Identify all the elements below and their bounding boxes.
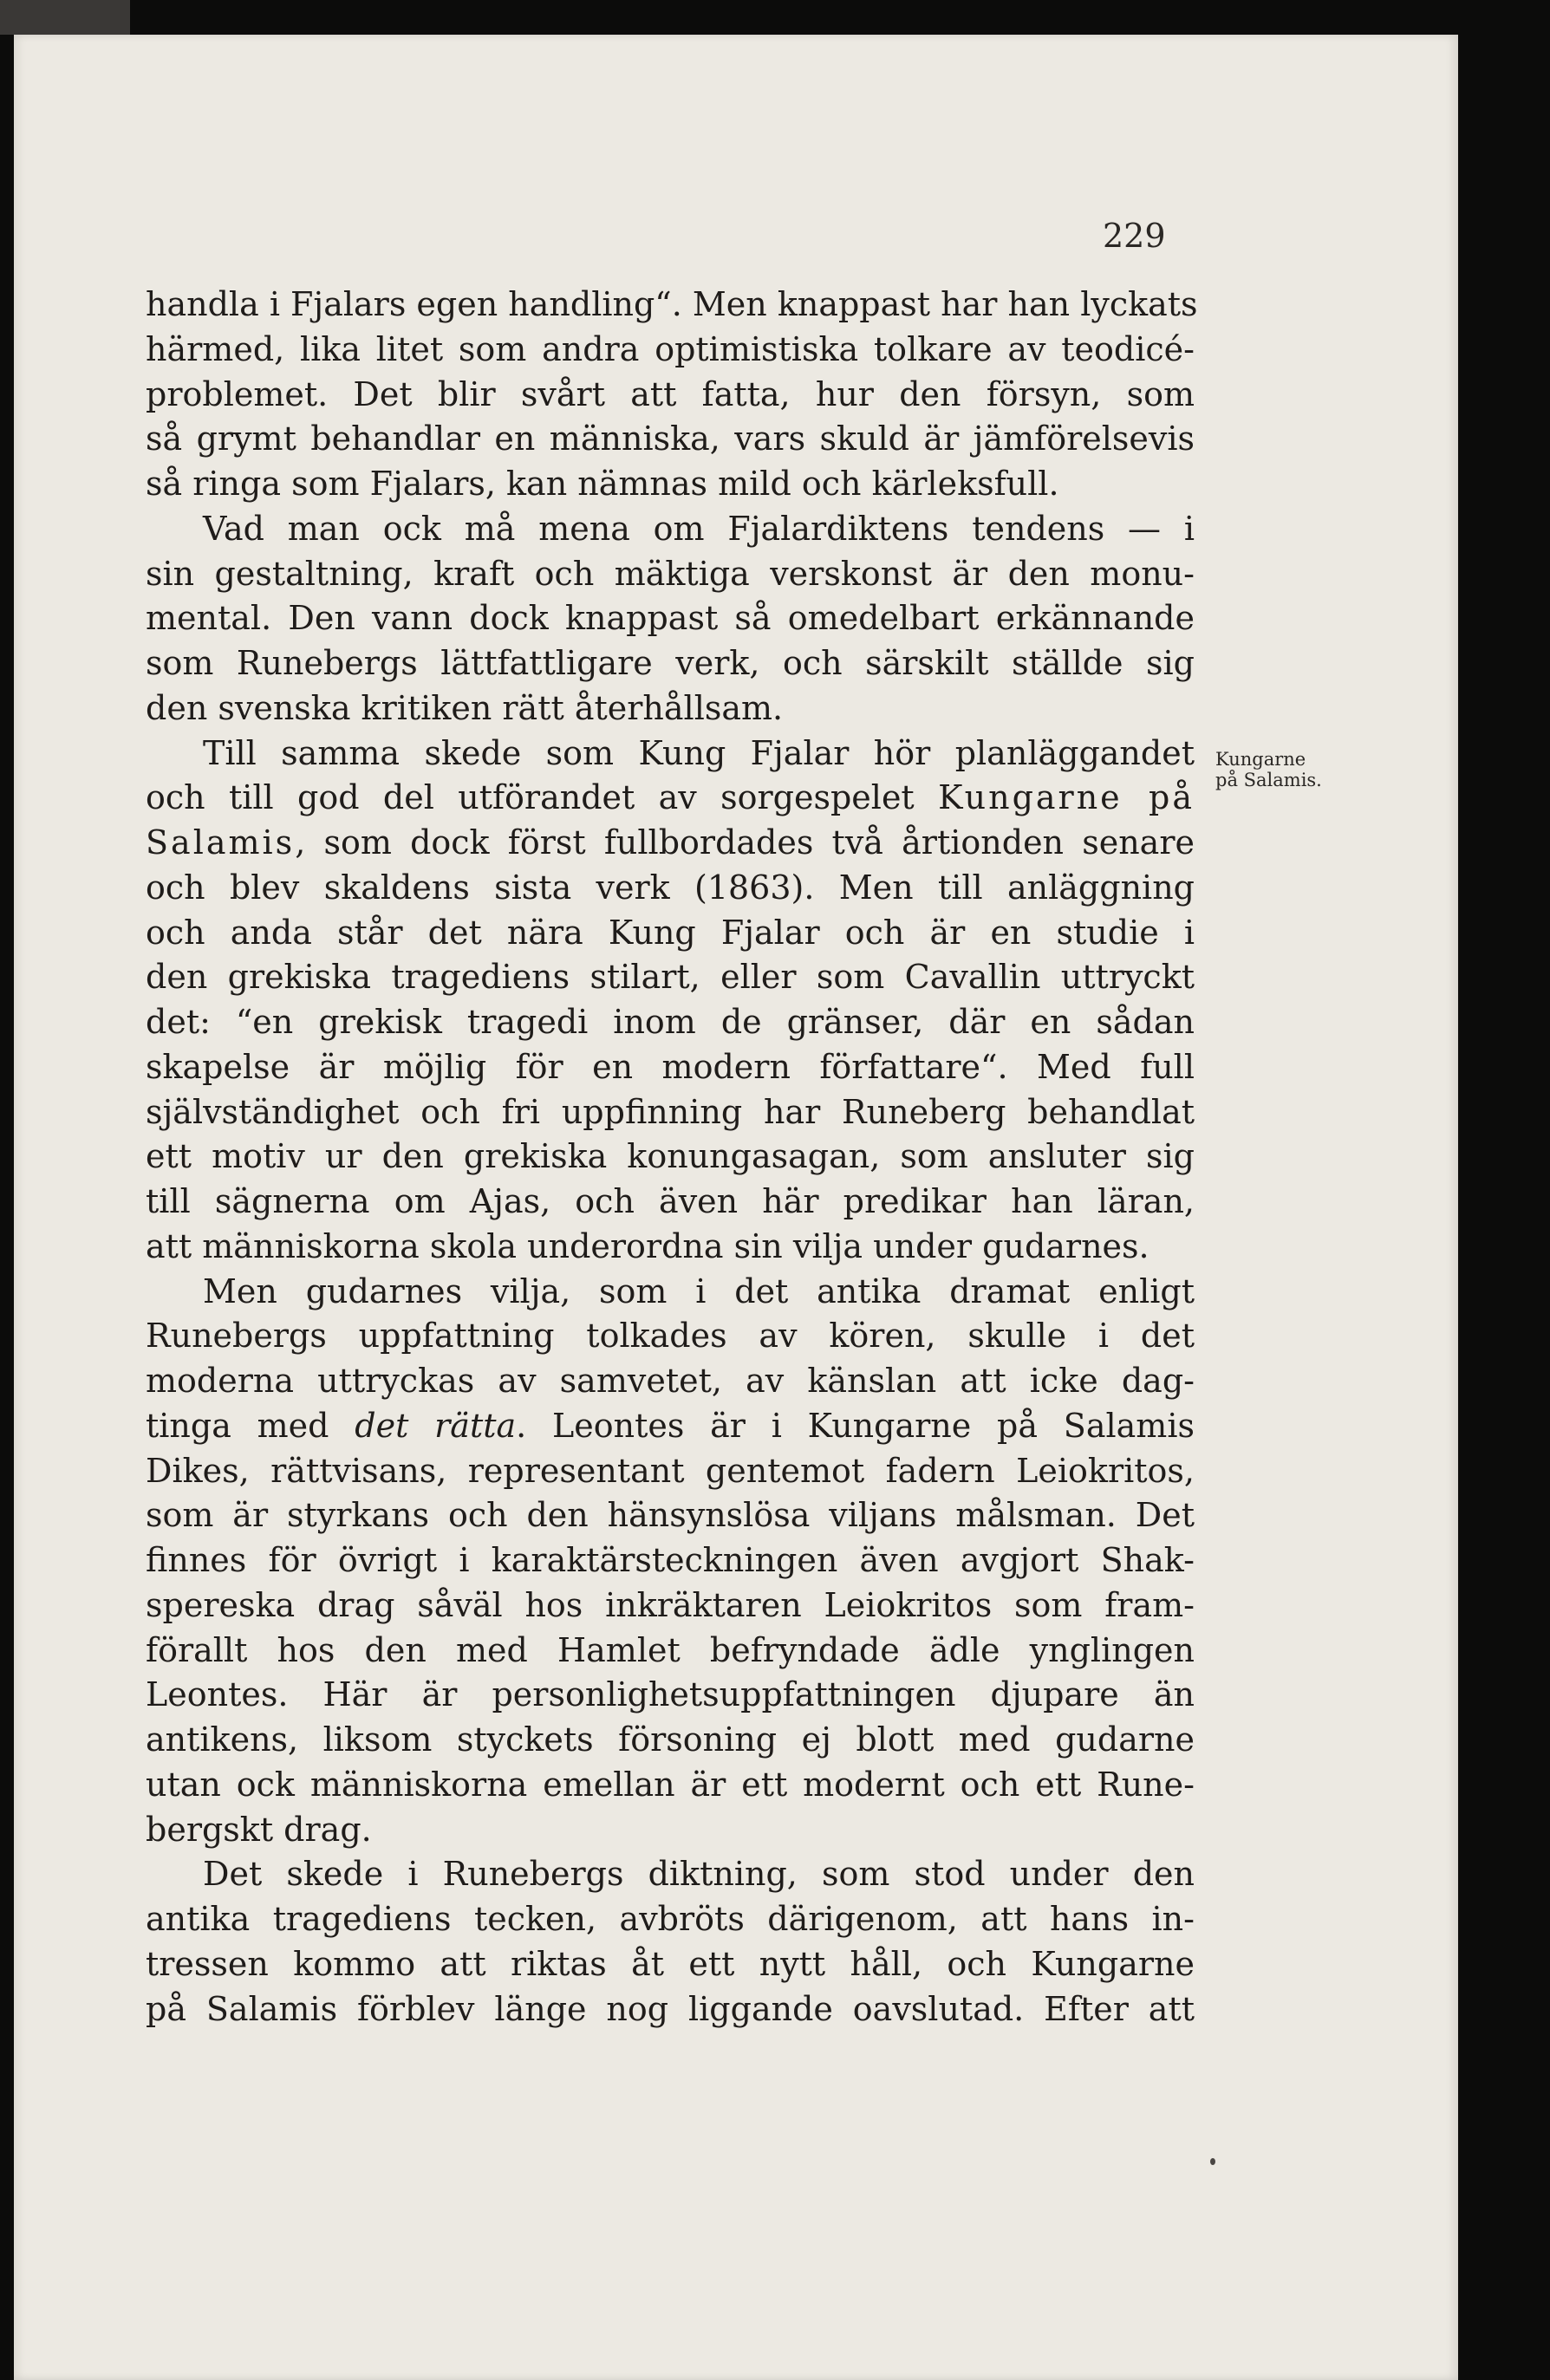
text-line: Det skede i Runebergs diktning, som stod under den [203,1855,1195,1894]
text-line: som är styrkans och den hänsynslösa viljans målsman. Det [146,1496,1195,1535]
text-line: Till samma skede som Kung Fjalar hör planläggandet [203,733,1195,772]
text-line: på Salamis förblev länge nog liggande oavslutad. Efter att [146,1989,1195,2028]
text-line: och anda står det nära Kung Fjalar och är en studie i [146,913,1195,952]
text-line: att människorna skola underordna sin vilja under gudarnes. [146,1226,1149,1265]
text-line: det: “en grekisk tragedi inom de gränser, där en sådan [146,1003,1195,1041]
text-line: tinga med det rätta. Leontes är i Kungarne på Salamis [146,1406,1195,1445]
text-line: Men gudarnes vilja, som i det antika dramat enligt [203,1271,1195,1310]
text-line: så ringa som Fjalars, kan nämnas mild och kärleksfull. [146,465,1059,503]
text-line: den grekiska tragediens stilart, eller som Cavallin uttryckt [146,958,1195,997]
ink-speck [1210,2158,1215,2165]
text-line: Vad man ock må mena om Fjalardiktens tendens — i [203,509,1195,548]
text-line: förallt hos den med Hamlet befryndade ädle ynglingen [146,1630,1195,1669]
text-line: antika tragediens tecken, avbröts därigenom, att hans in- [146,1900,1195,1938]
margin-note [1215,749,1322,790]
italic-phrase: det rätta [355,1406,517,1445]
text-line: Leontes. Här är personlighetsuppfattningen djupare än [146,1675,1195,1714]
text-line: skapelse är möjlig för en modern författare“. Med full [146,1047,1195,1086]
scan-edge-mark [0,0,130,35]
text-line: moderna uttryckas av samvetet, av känslan att icke dag- [146,1362,1195,1400]
text-line: som Runebergs lättfattligare verk, och särskilt ställde sig [146,644,1195,682]
work-title-spaced: Salamis [146,823,296,862]
text-line: spereska drag såväl hos inkräktaren Leiokritos som fram- [146,1585,1195,1624]
text-line: antikens, liksom styckets försoning ej blott med gudarne [146,1720,1195,1759]
text-line: mental. Den vann dock knappast så omedelbart erkännande [146,599,1195,638]
margin-note-line-2: på Salamis. [1215,770,1322,790]
text-line: tressen kommo att riktas åt ett nytt håll, och Kungarne [146,1944,1195,1983]
text-line: och till god del utförandet av sorgespelet Kungarne på [146,778,1195,817]
text-line: och blev skaldens sista verk (1863). Men till anläggning [146,868,1195,907]
text-line: utan ock människorna emellan är ett modernt och ett Rune- [146,1765,1195,1804]
text-line: till sägnerna om Ajas, och även här predikar han läran, [146,1182,1195,1220]
text-line: så grymt behandlar en människa, vars skuld är jämförelsevis [146,419,1195,458]
text-line: självständighet och fri uppfinning har Runeberg behandlat [146,1092,1195,1131]
page-number: 229 [1103,217,1166,255]
text-line: finnes för övrigt i karaktärsteckningen även avgjort Shak- [146,1541,1195,1579]
margin-note-line-1: Kungarne [1215,749,1306,770]
text-line: bergskt drag. [146,1810,372,1849]
text-line: den svenska kritiken rätt återhållsam. [146,688,784,727]
work-title-spaced: Kungarne på [938,778,1195,817]
text-line: problemet. Det blir svårt att fatta, hur den försyn, som [146,374,1195,413]
book-page [14,35,1458,2380]
body-text [146,283,1198,2032]
text-line: Runebergs uppfattning tolkades av kören, skulle i det [146,1317,1195,1356]
text-line: härmed, lika litet som andra optimistiska tolkare av teodicé- [146,329,1195,368]
text-line: handla i Fjalars egen handling“. Men knappast har han lyckats [146,285,1198,323]
text-line: Dikes, rättvisans, representant gentemot fadern Leiokritos, [146,1451,1195,1490]
text-line: ett motiv ur den grekiska konungasagan, som ansluter sig [146,1137,1195,1176]
text-line: sin gestaltning, kraft och mäktiga verskonst är den monu- [146,554,1195,593]
text-line: Salamis, som dock först fullbordades två årtionden senare [146,823,1195,862]
